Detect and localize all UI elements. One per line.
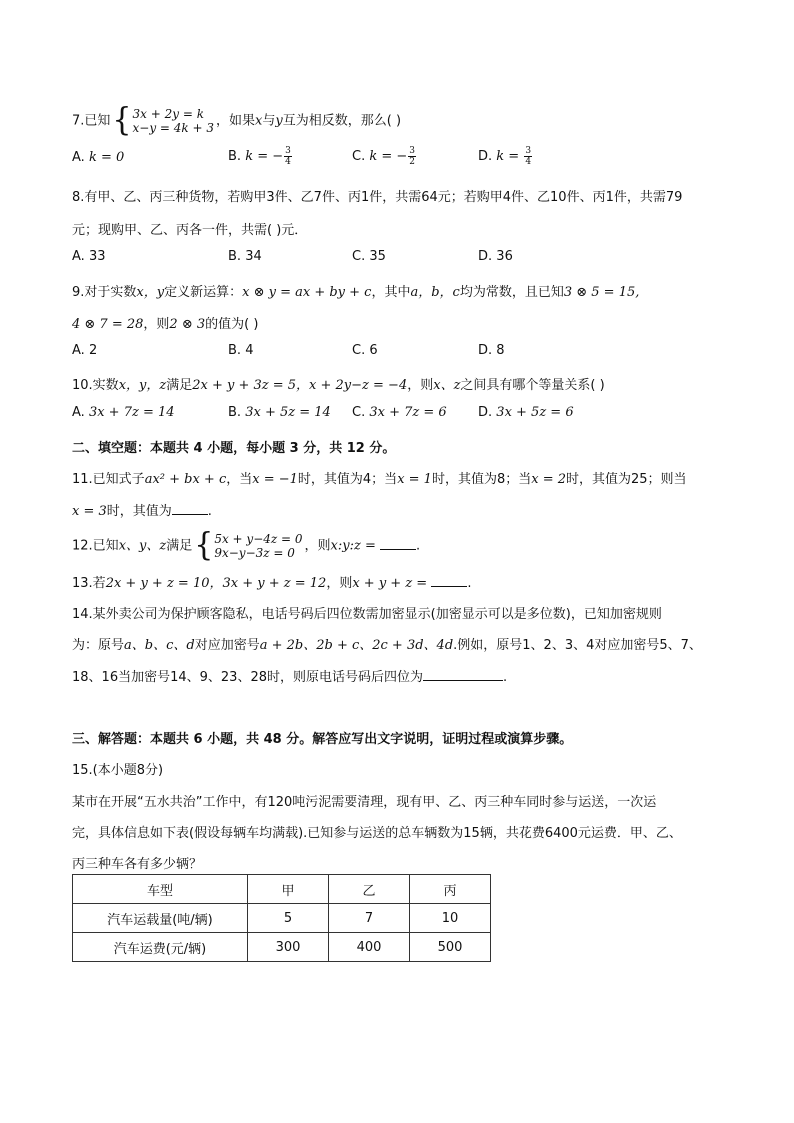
option-label: B.: [228, 149, 242, 164]
text: 10.实数: [72, 378, 119, 393]
q11-stem-line2: [72, 500, 212, 519]
math: x、y、z: [118, 538, 167, 554]
q7-option-b: [228, 146, 293, 167]
q12-eq2: 9x−y−3z = 0: [214, 546, 295, 560]
math: 4 ⊗ 7 = 28: [72, 317, 144, 332]
option-text: k =: [496, 149, 524, 164]
q7-option-a: [72, 150, 124, 165]
option-text: 8: [496, 343, 505, 358]
math: a + 2b、2b + c、2c + 3d、4d: [259, 638, 454, 653]
q12-eq1: 5x + y−4z = 0: [214, 532, 303, 546]
table-header-cell: 甲: [248, 875, 329, 904]
q12-stem: [72, 527, 421, 564]
math: x:y:z =: [330, 538, 380, 554]
q7-prefix: 已知: [84, 113, 111, 129]
fraction: [524, 146, 532, 167]
option-text: k = −: [245, 149, 284, 164]
option-text: 3x + 5z = 6: [496, 405, 574, 420]
q9-stem-line1: [72, 281, 639, 300]
math: 2 ⊗ 3: [169, 317, 206, 332]
option-label: C.: [352, 149, 366, 164]
math: x + y + z =: [352, 576, 432, 591]
option-text: 3x + 7z = 6: [369, 405, 447, 420]
option-label: C.: [352, 405, 366, 420]
q8-stem-line1: 8.有甲、乙、丙三种货物，若购甲3件、乙7件、丙1件，共需64元；若购甲4件、乙10件、丙1件，共需79: [72, 190, 683, 205]
table-row: [73, 904, 491, 933]
q8-option-b: [228, 249, 262, 264]
text: ，则: [407, 378, 434, 393]
fraction-denominator: 4: [285, 157, 291, 167]
fraction-numerator: 3: [285, 146, 291, 156]
text: 定义新运算：: [164, 285, 243, 300]
fraction-numerator: 3: [409, 146, 416, 156]
q9-stem-line2: [72, 313, 258, 332]
text: 时，其值为4；当: [297, 472, 398, 487]
text: .: [502, 670, 508, 685]
fraction: [408, 146, 416, 167]
answer-blank[interactable]: [423, 668, 503, 681]
text: 12.已知: [72, 538, 119, 554]
q7-option-c: [352, 146, 417, 167]
text: ，当: [226, 472, 253, 487]
table-header-row: [73, 875, 491, 904]
text: 满足: [166, 538, 193, 554]
q8-option-d: [478, 249, 513, 264]
option-text: 33: [88, 249, 106, 264]
q8-option-c: [352, 249, 386, 264]
q15-stem-line2: 完，具体信息如下表(假设每辆车均满载).已知参与运送的总车辆数为15辆，共花费6400元运费．甲、乙、: [72, 826, 682, 841]
section-heading-fill-in: 二、填空题：本题共 4 小题，每小题 3 分，共 12 分。: [72, 441, 396, 456]
option-label: A.: [72, 343, 85, 358]
option-label: B.: [228, 249, 242, 264]
math: a，b，c: [410, 285, 460, 300]
q12-equation-system: { 5x + y−4z = 0 9x−y−3z = 0: [194, 527, 303, 564]
text: 的值为( ): [205, 317, 259, 332]
answer-blank[interactable]: [380, 537, 416, 550]
q7-eq2: x−y = 4k + 3: [132, 121, 215, 135]
math: x ⊗ y = ax + by + c: [242, 285, 372, 300]
text: ，则: [326, 576, 353, 591]
text: 时，其值为: [106, 504, 172, 519]
table-cell: 500: [410, 933, 491, 962]
q13-stem: [72, 572, 471, 591]
text: 时，其值为25；则当: [566, 472, 687, 487]
q7-var2: y: [275, 113, 283, 129]
q9-option-c: [352, 343, 378, 358]
text: 时，其值为8；当: [431, 472, 532, 487]
q9-option-a: [72, 343, 97, 358]
table-row: [73, 933, 491, 962]
q10-option-a: [72, 405, 175, 420]
math: 2x + y + z = 10，3x + y + z = 12: [105, 576, 327, 591]
text: ，则: [304, 538, 331, 554]
option-label: B.: [228, 343, 242, 358]
q8-stem-line2: 元；现购甲、乙、丙各一件，共需( )元．: [72, 223, 308, 238]
option-text: k = 0: [88, 150, 125, 165]
option-text: 34: [245, 249, 262, 264]
text: 13.若: [72, 576, 106, 591]
text: 9.对于实数: [72, 285, 137, 300]
q15-truck-table: [72, 874, 491, 962]
text: .: [207, 504, 212, 519]
q11-stem-line1: [72, 468, 687, 487]
q9-option-b: [228, 343, 253, 358]
q7-option-d: [478, 146, 533, 167]
math: x、z: [433, 378, 461, 393]
q10-option-d: [478, 405, 574, 420]
option-text: k = −: [369, 149, 408, 164]
option-text: 3x + 5z = 14: [245, 405, 331, 420]
math: x，y: [136, 285, 165, 300]
option-label: D.: [478, 149, 493, 164]
table-cell: 7: [329, 904, 410, 933]
table-cell: 汽车运载量(吨/辆): [73, 904, 248, 933]
text: 之间具有哪个等量关系( ): [460, 378, 605, 393]
option-text: 36: [496, 249, 513, 264]
math: x = 3: [72, 504, 107, 519]
q7-tail: 互为相反数，那么( ): [282, 113, 402, 129]
option-label: D.: [478, 343, 493, 358]
option-text: 3x + 7z = 14: [88, 405, 175, 420]
q14-stem-line1: 14.某外卖公司为保护顾客隐私，电话号码后四位数需加密显示(加密显示可以是多位数)，已知加密规则: [72, 607, 662, 622]
option-label: C.: [352, 343, 366, 358]
text: ，其中: [371, 285, 411, 300]
math: 3 ⊗ 5 = 15,: [563, 285, 640, 300]
table-cell: 400: [329, 933, 410, 962]
option-text: 35: [369, 249, 386, 264]
q15-stem-line1: 某市在开展“五水共治”工作中，有120吨污泥需要清理，现有甲、乙、丙三种车同时参与运送，一次运: [72, 795, 657, 810]
math: x = 1: [397, 472, 432, 487]
q14-stem-line3: [72, 666, 507, 685]
math: a、b、c、d: [124, 638, 195, 653]
option-label: B.: [228, 405, 242, 420]
text: 18、16当加密号14、9、23、28时，则原电话号码后四位为: [72, 670, 423, 685]
text: .: [416, 538, 421, 554]
fraction-denominator: 2: [409, 157, 416, 167]
q7-mid: 与: [262, 113, 276, 129]
q15-stem-line3: 丙三种车各有多少辆？: [72, 857, 203, 872]
math: x = 2: [531, 472, 566, 487]
table-cell: 汽车运费(元/辆): [73, 933, 248, 962]
math: ax² + bx + c: [144, 472, 227, 487]
table-cell: 5: [248, 904, 329, 933]
text: .: [467, 576, 472, 591]
fraction-numerator: 3: [525, 146, 532, 156]
table-cell: 10: [410, 904, 491, 933]
section-heading-solutions: 三、解答题：本题共 6 小题，共 48 分。解答应写出文字说明，证明过程或演算步骤。: [72, 732, 573, 747]
fraction: [284, 146, 292, 167]
math: x = −1: [252, 472, 298, 487]
option-text: 2: [88, 343, 98, 358]
option-text: 4: [245, 343, 254, 358]
answer-blank[interactable]: [431, 574, 467, 587]
table-cell: 300: [248, 933, 329, 962]
q15-heading: 15.(本小题8分): [72, 763, 164, 778]
q14-stem-line2: [72, 634, 702, 653]
q8-option-a: [72, 249, 105, 264]
q7-suffix: ，如果: [216, 113, 256, 129]
table-header-cell: 乙: [329, 875, 410, 904]
option-label: A.: [72, 249, 85, 264]
text: 满足: [166, 378, 193, 393]
q10-stem: [72, 374, 605, 393]
text: ，则: [143, 317, 170, 332]
option-label: A.: [72, 150, 85, 165]
q10-option-b: [228, 405, 331, 420]
text: 为：原号: [72, 638, 125, 653]
option-label: C.: [352, 249, 366, 264]
q7-var1: x: [255, 113, 263, 129]
math: 2x + y + 3z = 5，x + 2y−z = −4: [192, 378, 408, 393]
q7-number: 7.: [72, 113, 85, 129]
answer-blank[interactable]: [172, 502, 208, 515]
text: 11.已知式子: [72, 472, 145, 487]
option-text: 6: [369, 343, 378, 358]
q7-stem: [72, 102, 402, 139]
table-header-cell: 丙: [410, 875, 491, 904]
q9-option-d: [478, 343, 505, 358]
q7-eq1: 3x + 2y = k: [132, 107, 204, 121]
text: 均为常数，且已知: [459, 285, 564, 300]
option-label: D.: [478, 249, 493, 264]
fraction-denominator: 4: [525, 157, 532, 167]
table-header-cell: 车型: [73, 875, 248, 904]
text: 对应加密号: [194, 638, 260, 653]
option-label: D.: [478, 405, 493, 420]
text: .例如，原号1、2、3、4对应加密号5、7、: [453, 638, 702, 653]
option-label: A.: [72, 405, 85, 420]
q7-equation-system: { 3x + 2y = k x−y = 4k + 3: [112, 102, 215, 139]
math: x，y，z: [118, 378, 167, 393]
q10-option-c: [352, 405, 447, 420]
